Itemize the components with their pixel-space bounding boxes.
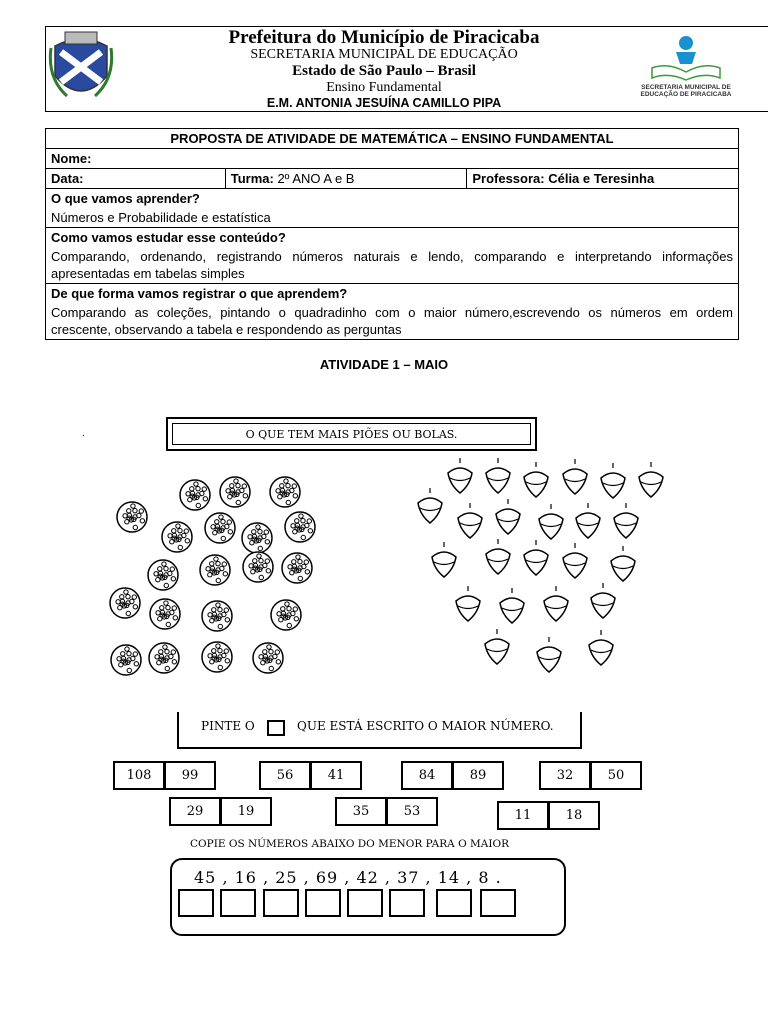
data-field[interactable]: Data: [46, 169, 226, 189]
turma-cell [225, 169, 467, 189]
exercise2-banner [177, 712, 582, 749]
activity-title: ATIVIDADE 1 – MAIO [319, 357, 449, 372]
ball-icon [285, 512, 315, 542]
header-secretaria: SECRETARIA MUNICIPAL DE EDUCAÇÃO [250, 47, 518, 62]
spinning-top-icon [458, 503, 482, 538]
spinning-top-icon [544, 586, 568, 621]
spinning-top-icon [432, 542, 456, 577]
turma-value: 2º ANO A e B [277, 171, 355, 186]
spinning-top-icon [524, 462, 548, 497]
answer-box[interactable] [220, 889, 256, 917]
ball-icon [117, 502, 147, 532]
spinning-top-icon [537, 637, 561, 672]
spinning-top-icon [563, 459, 587, 494]
answer-box[interactable] [436, 889, 472, 917]
secretaria-logo-text: SECRETARIA MUNICIPAL DE EDUCAÇÃO DE PIRACICABA [640, 84, 732, 98]
numbers-to-sort: 45 , 16 , 25 , 69 , 42 , 37 , 14 , 8 . [194, 868, 502, 887]
number-box[interactable]: 99 [164, 761, 216, 790]
nome-field[interactable]: Nome: [46, 149, 739, 169]
spinning-top-icon [563, 543, 587, 578]
spinning-top-icon [486, 539, 510, 574]
professora-label: Professora: [472, 171, 545, 186]
ball-icon [270, 477, 300, 507]
number-box[interactable]: 29 [169, 797, 221, 826]
spinning-top-icon [576, 503, 600, 538]
info-title: PROPOSTA DE ATIVIDADE DE MATEMÁTICA – ENSINO FUNDAMENTAL [46, 129, 739, 149]
number-box[interactable]: 19 [220, 797, 272, 826]
ball-icon [282, 553, 312, 583]
balls-group [100, 470, 340, 680]
ball-icon [202, 601, 232, 631]
ball-icon [242, 523, 272, 553]
spinning-top-icon [591, 583, 615, 618]
ball-icon [111, 645, 141, 675]
answer-box[interactable] [389, 889, 425, 917]
answer-box[interactable] [480, 889, 516, 917]
exercise2-suffix: QUE ESTÁ ESCRITO O MAIOR NÚMERO. [297, 719, 554, 733]
spinning-top-icon [485, 629, 509, 664]
spinning-top-icon [614, 503, 638, 538]
answer-box[interactable] [178, 889, 214, 917]
info-table [45, 128, 739, 340]
question-study: Como vamos estudar esse conteúdo? [46, 228, 739, 248]
header-level: Ensino Fundamental [326, 80, 442, 95]
exercise1-title: O QUE TEM MAIS PIÕES OU BOLAS. [172, 423, 531, 445]
exercise1-banner [166, 417, 537, 451]
header-school: E.M. ANTONIA JESUÍNA CAMILLO PIPA [266, 96, 502, 110]
number-box[interactable]: 41 [310, 761, 362, 790]
number-box[interactable]: 50 [590, 761, 642, 790]
ball-icon [180, 480, 210, 510]
answer-box[interactable] [347, 889, 383, 917]
answer-learn: Números e Probabilidade e estatística [46, 208, 739, 228]
ball-icon [149, 643, 179, 673]
header-title: Prefeitura do Município de Piracicaba [228, 27, 540, 48]
secretaria-logo [648, 34, 724, 82]
spinning-top-icon [639, 462, 663, 497]
spinning-top-icon [611, 546, 635, 581]
number-box[interactable]: 35 [335, 797, 387, 826]
ball-icon [271, 600, 301, 630]
ball-icon [220, 477, 250, 507]
answer-box[interactable] [263, 889, 299, 917]
ball-icon [243, 552, 273, 582]
answer-box[interactable] [305, 889, 341, 917]
number-box[interactable]: 53 [386, 797, 438, 826]
spinning-top-icon [456, 586, 480, 621]
spinning-top-icon [486, 458, 510, 493]
number-box[interactable]: 11 [497, 801, 549, 830]
header-state: Estado de São Paulo – Brasil [292, 63, 476, 79]
stray-dot: . [82, 428, 85, 439]
ball-icon [200, 555, 230, 585]
ball-icon [150, 599, 180, 629]
spinning-top-icon [524, 540, 548, 575]
professora-value: Célia e Teresinha [548, 171, 655, 186]
spinning-top-icon [589, 630, 613, 665]
number-box[interactable]: 32 [539, 761, 591, 790]
exercise3-title: COPIE OS NÚMEROS ABAIXO DO MENOR PARA O MAIOR [190, 838, 510, 850]
answer-study: Comparando, ordenando, registrando números naturais e lendo, comparando e interpretando informações apresentadas em tabelas simples [46, 247, 739, 284]
number-box[interactable]: 56 [259, 761, 311, 790]
number-box[interactable]: 18 [548, 801, 600, 830]
spinning-top-icon [539, 504, 563, 539]
spinning-top-icon [418, 488, 442, 523]
tops-group [408, 455, 678, 685]
number-box[interactable]: 108 [113, 761, 165, 790]
ball-icon [148, 560, 178, 590]
answer-record: Comparando as coleções, pintando o quadradinho com o maior número,escrevendo os números em ordem crescente, observando a tabela e respondendo as perguntas [46, 303, 739, 340]
ball-icon [205, 513, 235, 543]
example-square [267, 720, 285, 736]
number-box[interactable]: 84 [401, 761, 453, 790]
spinning-top-icon [496, 499, 520, 534]
number-box[interactable]: 89 [452, 761, 504, 790]
question-learn: O que vamos aprender? [46, 189, 739, 209]
exercise2-prefix: PINTE O [201, 719, 255, 733]
ball-icon [253, 643, 283, 673]
professora-cell [467, 169, 739, 189]
ball-icon [162, 522, 192, 552]
ball-icon [202, 642, 232, 672]
ball-icon [110, 588, 140, 618]
question-record: De que forma vamos registrar o que aprendem? [46, 284, 739, 304]
turma-label: Turma: [230, 171, 274, 186]
spinning-top-icon [500, 588, 524, 623]
spinning-top-icon [448, 458, 472, 493]
spinning-top-icon [601, 463, 625, 498]
